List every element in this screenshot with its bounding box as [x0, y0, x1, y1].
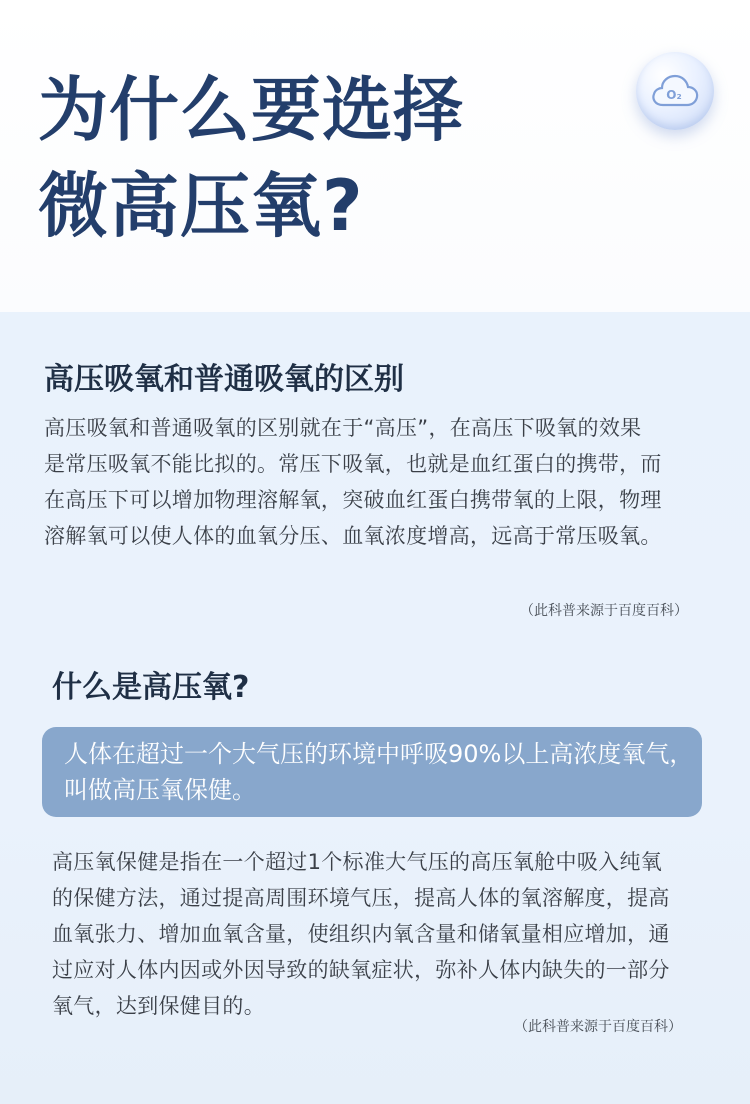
paragraph-line: 血氧张力、增加血氧含量，使组织内氧含量和储氧量相应增加，通 — [52, 922, 670, 946]
paragraph-line: 高压氧保健是指在一个超过1个标准大气压的高压氧舱中吸入纯氧 — [52, 850, 663, 874]
definition-highlight-box — [42, 727, 702, 817]
cloud-o2-icon — [649, 69, 701, 113]
paragraph-line: 高压吸氧和普通吸氧的区别就在于“高压”，在高压下吸氧的效果 — [44, 416, 642, 440]
paragraph-line: 在高压下可以增加物理溶解氧，突破血红蛋白携带氧的上限，物理 — [44, 488, 662, 512]
paragraph-line: 氧气，达到保健目的。 — [52, 994, 265, 1018]
o2-badge — [636, 52, 714, 130]
section-paragraph-difference — [44, 410, 662, 554]
paragraph-line: 是常压吸氧不能比拟的。常压下吸氧，也就是血红蛋白的携带，而 — [44, 452, 662, 476]
definition-line: 叫做高压氧保健。 — [64, 776, 256, 804]
section-title-difference: 高压吸氧和普通吸氧的区别 — [44, 362, 404, 397]
definition-text — [64, 736, 693, 808]
page-title — [38, 62, 464, 254]
section-paragraph-what-is — [52, 844, 670, 1024]
definition-line: 人体在超过一个大气压的环境中呼吸90%以上高浓度氧气， — [64, 740, 694, 768]
section-title-what-is: 什么是高压氧? — [52, 670, 250, 705]
o2-label: O₂ — [666, 88, 682, 102]
paragraph-line: 过应对人体内因或外因导致的缺氧症状，弥补人体内缺失的一部分 — [52, 958, 670, 982]
page-title-line-1: 为什么要选择 — [38, 69, 464, 151]
header-area — [0, 0, 750, 312]
paragraph-line: 溶解氧可以使人体的血氧分压、血氧浓度增高，远高于常压吸氧。 — [44, 524, 662, 548]
page-title-line-2: 微高压氧? — [38, 165, 364, 247]
source-note-1: （此科普来源于百度百科） — [520, 603, 688, 619]
paragraph-line: 的保健方法，通过提高周围环境气压，提高人体的氧溶解度，提高 — [52, 886, 670, 910]
source-note-2: （此科普来源于百度百科） — [514, 1019, 682, 1035]
